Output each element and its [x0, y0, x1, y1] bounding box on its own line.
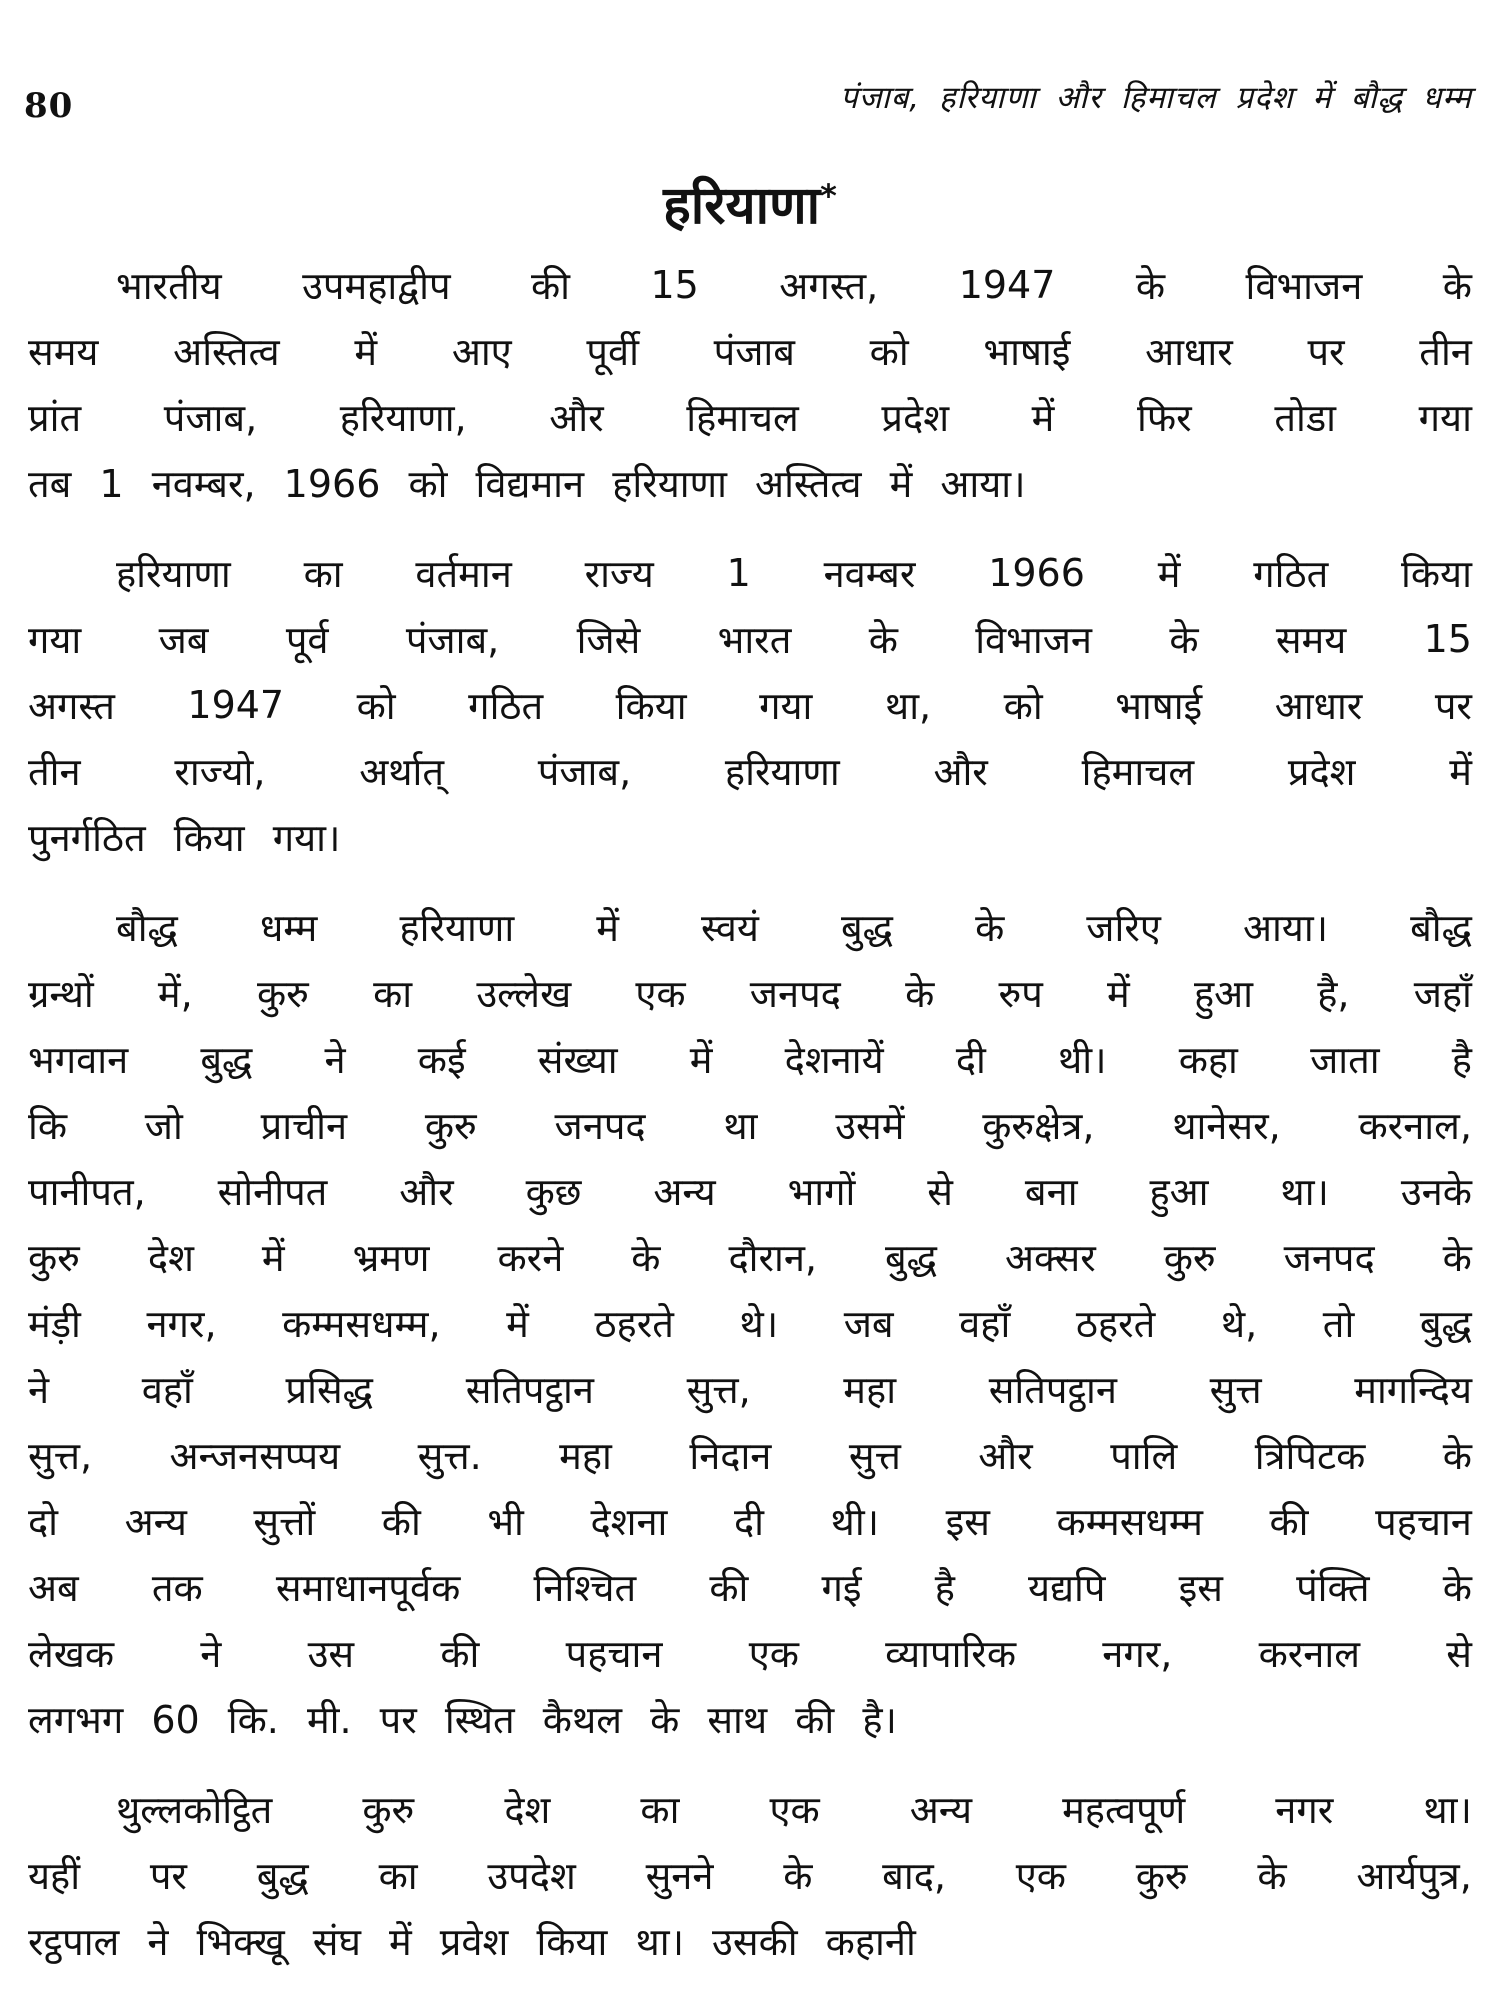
paragraph	[28, 1776, 1472, 1974]
text-line: लेखक ने उस की पहचान एक व्यापारिक नगर, करनाल से	[28, 1632, 1472, 1676]
text-line: तीन राज्यो, अर्थात् पंजाब, हरियाणा और हिमाचल प्रदेश में	[28, 750, 1472, 794]
text-line: तब 1 नवम्बर, 1966 को विद्यमान हरियाणा अस्तित्व में आया।	[28, 462, 1026, 506]
text-line: कुरु देश में भ्रमण करने के दौरान, बुद्ध अक्सर कुरु जनपद के	[28, 1236, 1472, 1280]
text-line: पुनर्गठित किया गया।	[28, 816, 341, 860]
text-line: दो अन्य सुत्तों की भी देशना दी थी। इस कम्मसधम्म की पहचान	[28, 1500, 1472, 1544]
section-title	[0, 168, 1500, 239]
section-title-text: हरियाणा	[663, 176, 821, 236]
text-line: प्रांत पंजाब, हरियाणा, और हिमाचल प्रदेश में फिर तोडा गया	[28, 396, 1472, 440]
paragraph	[28, 252, 1472, 516]
text-line: गया जब पूर्व पंजाब, जिसे भारत के विभाजन के समय 15	[28, 617, 1472, 662]
text-line: थुल्लकोट्ठित कुरु देश का एक अन्य महत्वपूर्ण नगर था।	[116, 1788, 1472, 1832]
body-text	[28, 252, 1472, 1998]
text-line: अब तक समाधानपूर्वक निश्चित की गई है यद्यपि इस पंक्ति के	[28, 1566, 1472, 1610]
footnote-marker: *	[820, 177, 837, 215]
paragraph	[28, 894, 1472, 1752]
text-line: भगवान बुद्ध ने कई संख्या में देशनायें दी थी। कहा जाता है	[28, 1038, 1472, 1082]
text-line: अगस्त 1947 को गठित किया गया था, को भाषाई आधार पर	[28, 683, 1472, 728]
text-line: बौद्ध धम्म हरियाणा में स्वयं बुद्ध के जरिए आया। बौद्ध	[116, 906, 1472, 950]
text-line: ने वहाँ प्रसिद्ध सतिपट्ठान सुत्त, महा सतिपट्ठान सुत्त मागन्दिय	[28, 1368, 1472, 1412]
running-head: पंजाब, हरियाणा और हिमाचल प्रदेश में बौद्ध धम्म	[839, 80, 1472, 116]
text-line: मंड़ी नगर, कम्मसधम्म, में ठहरते थे। जब वहाँ ठहरते थे, तो बुद्ध	[28, 1302, 1472, 1346]
page-number: 80	[24, 86, 74, 126]
text-line: सुत्त, अन्जनसप्पय सुत्त. महा निदान सुत्त और पालि त्रिपिटक के	[28, 1434, 1472, 1478]
text-line: यहीं पर बुद्ध का उपदेश सुनने के बाद, एक कुरु के आर्यपुत्र,	[28, 1854, 1472, 1898]
text-line: रट्ठपाल ने भिक्खू संघ में प्रवेश किया था। उसकी कहानी	[28, 1920, 916, 1964]
text-line: पानीपत, सोनीपत और कुछ अन्य भागों से बना हुआ था। उनके	[28, 1170, 1472, 1214]
text-line: ग्रन्थों में, कुरु का उल्लेख एक जनपद के रुप में हुआ है, जहाँ	[28, 972, 1472, 1016]
text-line: भारतीय उपमहाद्वीप की 15 अगस्त, 1947 के विभाजन के	[116, 263, 1472, 308]
text-line: कि जो प्राचीन कुरु जनपद था उसमें कुरुक्षेत्र, थानेसर, करनाल,	[28, 1104, 1472, 1148]
paragraph	[28, 540, 1472, 870]
text-line: लगभग 60 कि. मी. पर स्थित कैथल के साथ की है।	[28, 1698, 897, 1742]
text-line: समय अस्तित्व में आए पूर्वी पंजाब को भाषाई आधार पर तीन	[28, 330, 1472, 374]
text-line: हरियाणा का वर्तमान राज्य 1 नवम्बर 1966 में गठित किया	[116, 551, 1472, 596]
